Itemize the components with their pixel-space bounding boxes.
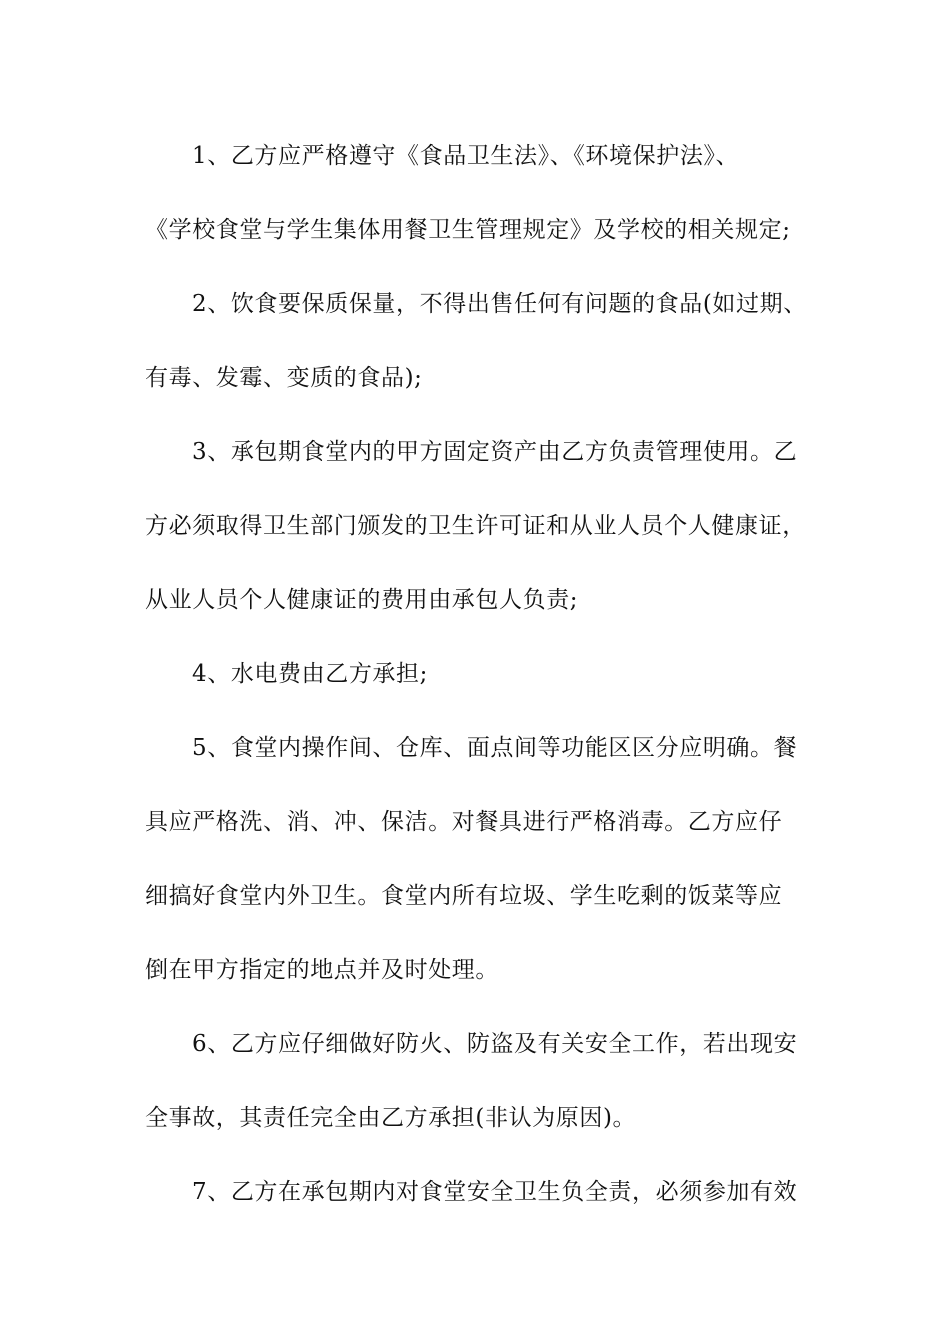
clause-4-line-1: 4、水电费由乙方承担;: [192, 661, 428, 687]
clause-5-line-2: 具应严格洗、消、冲、保洁。对餐具进行严格消毒。乙方应仔: [145, 809, 783, 835]
clause-3-line-3: 从业人员个人健康证的费用由承包人负责;: [145, 587, 579, 613]
clause-1-line-1: 1、乙方应严格遵守《食品卫生法》、《环境保护法》、: [192, 143, 740, 169]
clause-5-line-1: 5、食堂内操作间、仓库、面点间等功能区区分应明确。餐: [192, 735, 798, 761]
clause-6-line-1: 6、乙方应仔细做好防火、防盗及有关安全工作，若出现安: [192, 1031, 798, 1057]
clause-1-line-2: 《学校食堂与学生集体用餐卫生管理规定》及学校的相关规定;: [145, 217, 791, 243]
clause-6-line-2: 全事故，其责任完全由乙方承担(非认为原因)。: [145, 1105, 637, 1131]
clause-5-line-3: 细搞好食堂内外卫生。食堂内所有垃圾、学生吃剩的饭菜等应: [145, 883, 783, 909]
clause-2-line-1: 2、饮食要保质保量，不得出售任何有问题的食品(如过期、: [192, 291, 807, 317]
clause-5-line-4: 倒在甲方指定的地点并及时处理。: [145, 957, 499, 983]
clause-3-line-2: 方必须取得卫生部门颁发的卫生许可证和从业人员个人健康证，: [145, 513, 806, 539]
clause-7-line-1: 7、乙方在承包期内对食堂安全卫生负全责，必须参加有效: [192, 1179, 798, 1205]
clause-3-line-1: 3、承包期食堂内的甲方固定资产由乙方负责管理使用。乙: [192, 439, 798, 465]
clause-2-line-2: 有毒、发霉、变质的食品);: [145, 365, 423, 391]
